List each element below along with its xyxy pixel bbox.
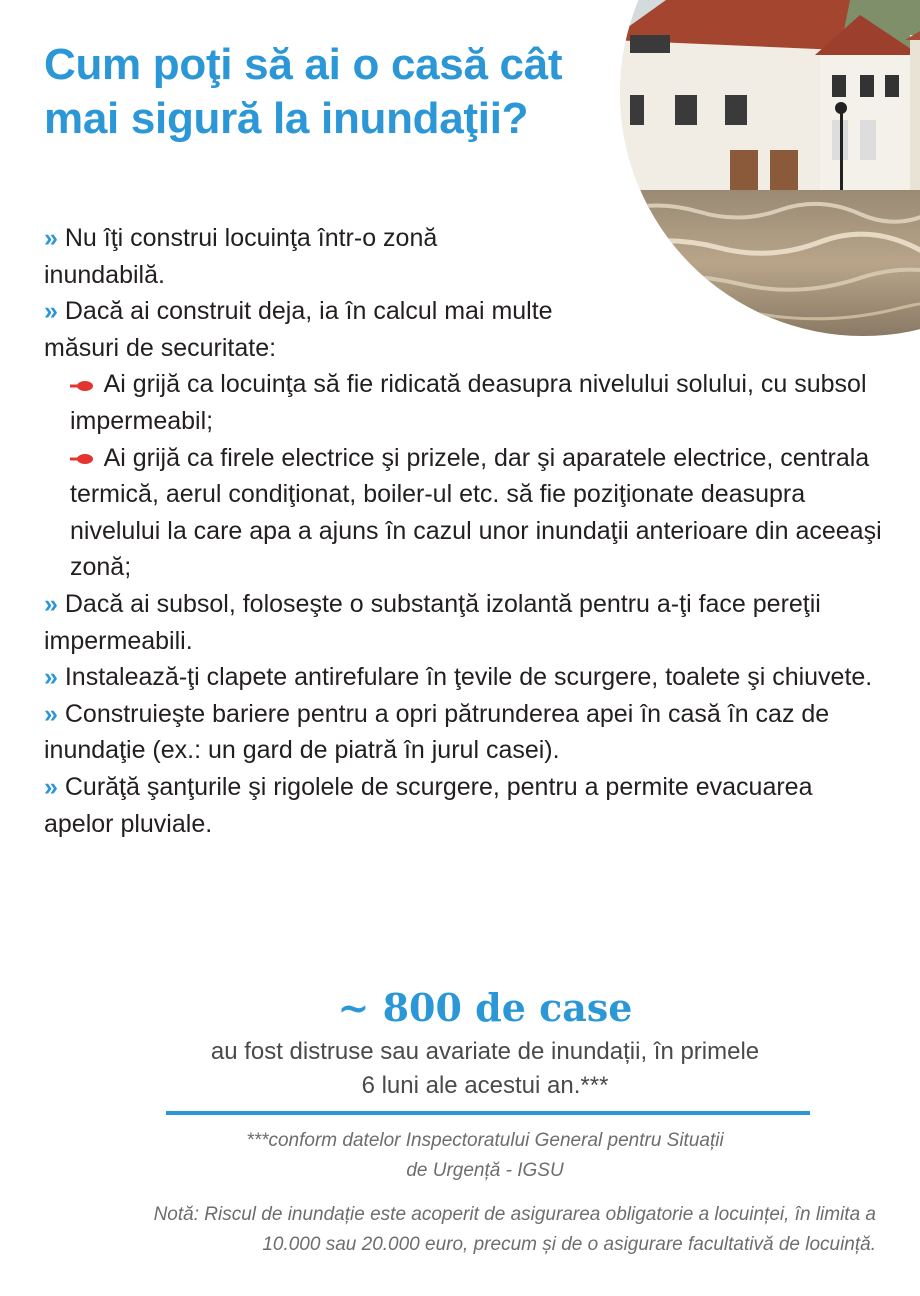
list-item: » Dacă ai subsol, foloseşte o substanţă izolantă pentru a-ţi face pereţii impermeabili. bbox=[44, 589, 821, 655]
page-title: Cum poţi să ai o casă cât mai sigură la inundaţii? bbox=[44, 40, 563, 143]
chevron-right-icon: » bbox=[44, 297, 58, 326]
stat-number: ~ 800 de case bbox=[337, 985, 633, 1030]
source-footnote: ***conform datelor Inspectoratului General pentru Situații de Urgență - IGSU bbox=[246, 1130, 724, 1181]
insurance-note: Notă: Riscul de inundație este acoperit de asigurarea obligatorie a locuinței, în limita a 10.000 sau 20.000 euro, precum și de o asigurare facultativă de locuință. bbox=[153, 1204, 876, 1255]
chevron-right-icon: » bbox=[44, 224, 58, 252]
list-item: » Curăţă şanţurile şi rigolele de scurgere, pentru a permite evacuarea apelor pluviale. bbox=[44, 772, 813, 838]
list-item: » Dacă ai construit deja, ia în calcul mai multe măsuri de securitate: bbox=[44, 297, 553, 362]
list-item: » Instalează-ţi clapete antirefulare în ţevile de scurgere, toalete şi chiuvete. bbox=[44, 663, 873, 692]
chevron-right-icon: » bbox=[44, 699, 58, 728]
chevron-right-icon: » bbox=[44, 772, 58, 801]
safety-tips-list bbox=[44, 220, 884, 842]
red-bullet-icon bbox=[70, 380, 98, 392]
stat-description: au fost distruse sau avariate de inundații, în primele 6 luni ale acestui an.*** bbox=[210, 1038, 760, 1099]
sub-list-item: Ai grijă ca firele electrice şi prizele, dar şi aparatele electrice, centrala termică, aerul condiţionat, boiler-ul etc. să fie poziţionate deasupra nivelului la care apa a ajuns în cazul unor inundaţii anterioare din aceeaşi zonă; bbox=[70, 443, 882, 582]
divider bbox=[166, 1111, 810, 1115]
statistic-block bbox=[160, 985, 810, 1103]
red-bullet-icon bbox=[70, 453, 98, 465]
list-item: » Nu îţi construi locuinţa într-o zonă inundabilă. bbox=[44, 224, 438, 289]
sub-list-item: Ai grijă ca locuinţa să fie ridicată deasupra nivelului solului, cu subsol impermeabil; bbox=[70, 370, 867, 435]
chevron-right-icon: » bbox=[44, 663, 58, 692]
chevron-right-icon: » bbox=[44, 589, 58, 618]
list-item: » Construieşte bariere pentru a opri pătrunderea apei în casă în caz de inundaţie (ex.: un gard de piatră în jurul casei). bbox=[44, 699, 830, 765]
